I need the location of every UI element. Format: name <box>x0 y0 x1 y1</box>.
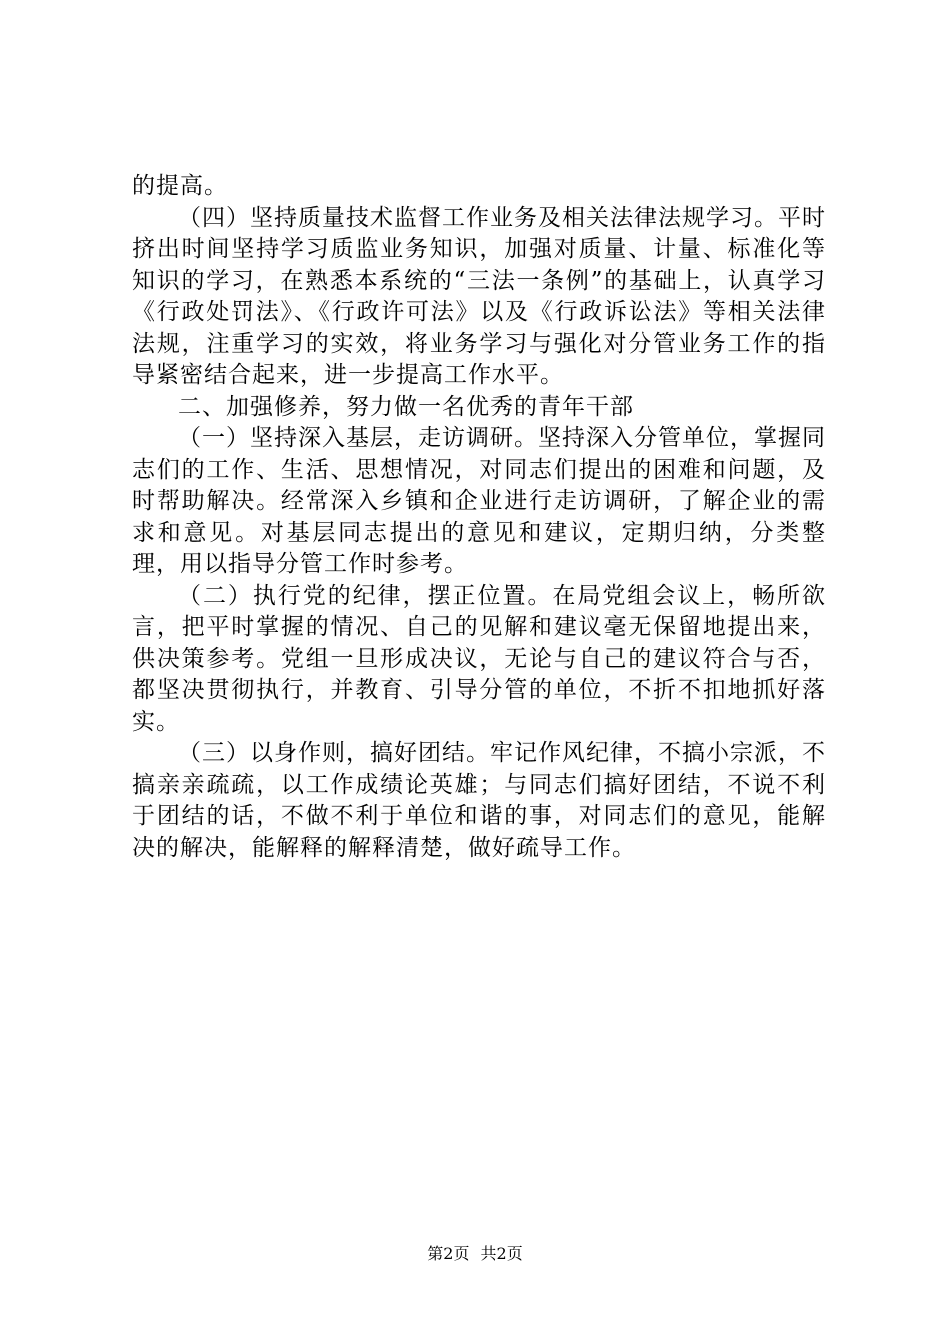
paragraph-subsection-3: （三）以身作则，搞好团结。牢记作风纪律，不搞小宗派，不搞亲亲疏疏，以工作成绩论英雄；与同志们搞好团结，不说不利于团结的话，不做不利于单位和谐的事，对同志们的意见，能解决的解决，能解释的解释清楚，做好疏导工作。 <box>132 740 826 861</box>
document-body <box>132 171 826 864</box>
page-number: 第2页 <box>427 1244 470 1263</box>
paragraph-section-4: （四）坚持质量技术监督工作业务及相关法律法规学习。平时挤出时间坚持学习质监业务知识，加强对质量、计量、标准化等知识的学习，在熟悉本系统的“三法一条例”的基础上，认真学习《行政处罚法》、《行政许可法》以及《行政诉讼法》等相关法律法规，注重学习的实效，将业务学习与强化对分管业务工作的指导紧密结合起来，进一步提高工作水平。 <box>132 204 826 388</box>
page-total: 共2页 <box>480 1244 523 1263</box>
paragraph-continuation: 的提高。 <box>132 173 228 199</box>
section-heading-2: 二、加强修养，努力做一名优秀的青年干部 <box>178 393 634 420</box>
paragraph-subsection-2: （二）执行党的纪律，摆正位置。在局党组会议上，畅所欲言，把平时掌握的情况、自己的见解和建议毫无保留地提出来，供决策参考。党组一旦形成决议，无论与自己的建议符合与否，都坚决贯彻执行，并教育、引导分管的单位，不折不扣地抓好落实。 <box>132 582 826 735</box>
page-footer <box>0 1244 950 1264</box>
paragraph-subsection-1: （一）坚持深入基层，走访调研。坚持深入分管单位，掌握同志们的工作、生活、思想情况，对同志们提出的困难和问题，及时帮助解决。经常深入乡镇和企业进行走访调研，了解企业的需求和意见。对基层同志提出的意见和建议，定期归纳，分类整理，用以指导分管工作时参考。 <box>132 425 826 577</box>
